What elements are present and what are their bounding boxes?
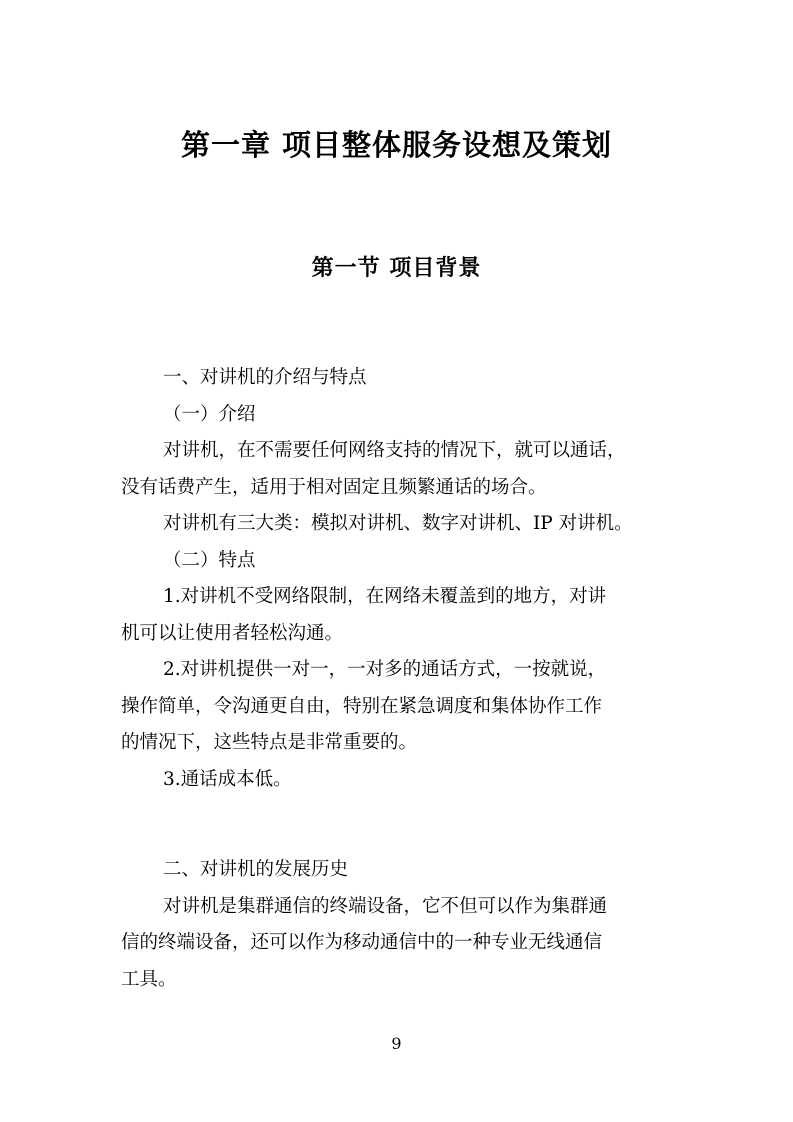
feature-item-1-line2: 机可以让使用者轻松沟通。 <box>121 622 344 644</box>
feature-item-2-line3: 的情况下，这些特点是非常重要的。 <box>121 732 418 753</box>
part1-subheading-features: （二）特点 <box>163 549 256 571</box>
chapter-title: 第一章 项目整体服务设想及策划 <box>180 128 613 162</box>
history-paragraph-line3: 工具。 <box>121 968 177 990</box>
intro-paragraph-line2: 没有话费产生，适用于相对固定且频繁通话的场合。 <box>121 476 547 498</box>
feature-item-2-line1: 2.对讲机提供一对一，一对多的通话方式，一按就说， <box>163 659 607 680</box>
background-section-body <box>121 360 678 798</box>
intro-paragraph-line1: 对讲机，在不需要任何网络支持的情况下，就可以通话， <box>163 440 626 461</box>
types-paragraph: 对讲机有三大类：模拟对讲机、数字对讲机、IP 对讲机。 <box>163 513 633 534</box>
history-paragraph-line1: 对讲机是集群通信的终端设备，它不但可以作为集群通 <box>163 895 608 917</box>
feature-item-3: 3.通话成本低。 <box>163 768 292 790</box>
history-section-body <box>121 852 678 998</box>
section-title: 第一节 项目背景 <box>311 256 482 281</box>
part1-subheading-intro: （一）介绍 <box>163 403 256 425</box>
part1-heading: 一、对讲机的介绍与特点 <box>163 367 367 388</box>
history-paragraph-line2: 信的终端设备，还可以作为移动通信中的一种专业无线通信 <box>121 932 603 953</box>
feature-item-2-line2: 操作简单，令沟通更自由，特别在紧急调度和集体协作工作 <box>121 695 603 717</box>
feature-item-1-line1: 1.对讲机不受网络限制，在网络未覆盖到的地方，对讲 <box>163 586 607 607</box>
page-number: 9 <box>391 1034 402 1053</box>
part2-heading: 二、对讲机的发展历史 <box>163 859 349 880</box>
